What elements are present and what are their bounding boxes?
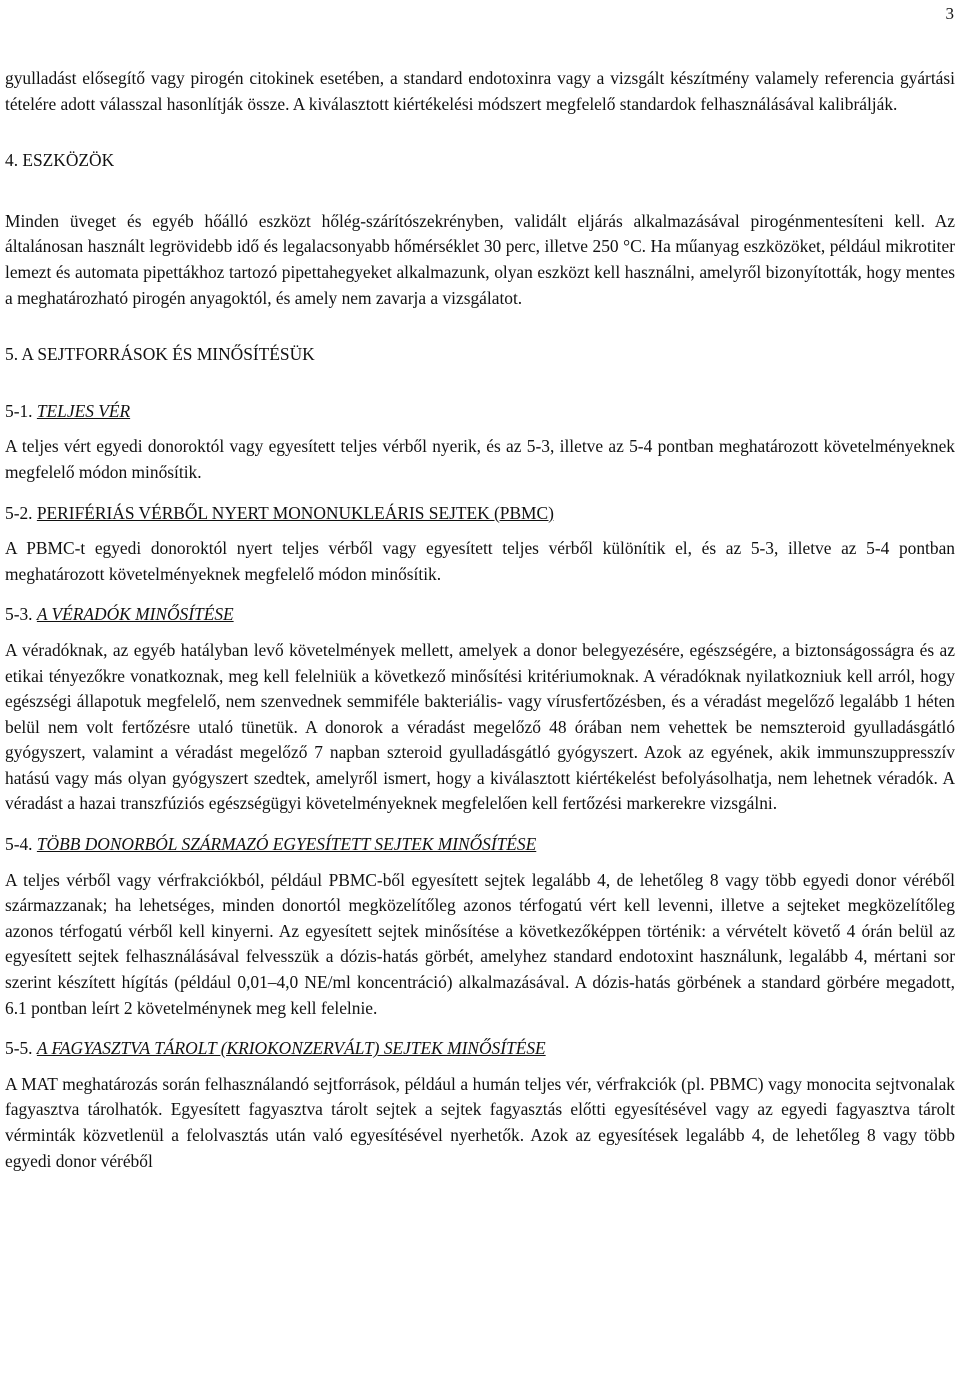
subsection-5-1-paragraph: A teljes vért egyedi donoroktól vagy egyesített teljes vérből nyerik, és az 5-3, illetve az 5-4 pontban meghatározott követelményeknek megfelelő módon minősítik. [5,436,955,482]
section-4-heading: 4. ESZKÖZÖK [5,150,115,171]
document-body [5,66,955,1189]
subsection-5-3-heading [5,602,955,628]
subsection-title: A FAGYASZTVA TÁROLT (KRIOKONZERVÁLT) SEJTEK MINŐSÍTÉSE [36,1038,546,1059]
subsection-5-3-paragraph: A véradóknak, az egyéb hatályban levő követelmények mellett, amelyek a donor belegyezésére, egészségére, a biztonságosságra és az etikai tényezőkre vonatkoznak, meg kell felelniük a következő minősítési kritériumoknak. A véradóknak nyilatkozniuk kell arról, hogy egészségi állapotuk megfelelő, nem szenvednek semmiféle bakteriális- vagy vírusfertőzésben, és a véradást megelőző legalább 1 héten belül nem volt fertőzésre utaló tünetük. A donorok a véradást megelőző 48 órában nem vehettek be nemszteroid gyulladásgátló gyógyszert, valamint a véradást megelőző 7 napban szteroid gyulladásgátló gyógyszert. Azok az egyének, akik immunszuppresszív hatású vagy más olyan gyógyszert szedtek, amelyről ismert, hogy a kiválasztott kiértékelést befolyásolhatja, nem lehetnek véradók. A véradást a hazai transzfúziós egészségügyi követelményeknek megfelelően kell fertőzési markerekre vizsgálni. [5,639,955,814]
section-5-heading: 5. A SEJTFORRÁSOK ÉS MINŐSÍTÉSÜK [5,344,315,365]
subsection-number: 5-2. [5,502,33,523]
subsection-5-4-paragraph: A teljes vérből vagy vérfrakciókból, például PBMC-ből egyesített sejtek legalább 4, de lehetőleg 8 vagy több egyedi donor véréből származzanak; ha lehetséges, minden donortól megközelítőleg azonos térfogatú vért kell levenni, illetve a sejteket megközelítőleg azonos térfogatú vérből kell kinyerni. Az egyesített sejtek minősítése a következőképpen történik: a vérvételt követő 4 órán belül az egyesített sejtek felhasználásával felvesszük a dózis-hatás görbét, amelyhez standard endotoxint használunk, legalább 4, mértani sor szerint készített hígítás (például 0,01–4,0 NE/ml koncentráció) alkalmazásával. A dózis-hatás görbének a standard görbére megadott, 6.1 pontban leírt 2 követelménynek meg kell felelnie. [5,869,955,1018]
subsection-title: TELJES VÉR [36,400,131,421]
subsection-5-4-heading [5,832,955,858]
section-4-paragraph: Minden üveget és egyéb hőálló eszközt hőlég-szárítószekrényben, validált eljárás alkalmazásával pirogénmentesíteni kell. Az általánosan használt legrövidebb idő és legalacsonyabb hőmérséklet 30 perc, illetve 250 °C. Ha műanyag eszközöket, például mikrotiter lemezt és automata pipettákhoz tartozó pipettahegyeket alkalmazunk, olyan eszközt kell használni, amelyről bizonyították, hogy mentes a meghatározható pirogén anyagoktól, és amely nem zavarja a vizsgálatot. [5,210,955,308]
subsection-5-1-heading [5,399,955,425]
subsection-5-2-paragraph: A PBMC-t egyedi donoroktól nyert teljes vérből vagy egyesített teljes vérből különítik el, és az 5-3, illetve az 5-4 pontban meghatározott követelményeknek megfelelő módon minősítik. [5,538,955,584]
subsection-5-2-heading [5,501,955,527]
subsection-title: TÖBB DONORBÓL SZÁRMAZÓ EGYESÍTETT SEJTEK MINŐSÍTÉSE [36,834,537,855]
subsection-title: A VÉRADÓK MINŐSÍTÉSE [36,604,234,625]
subsection-5-5-paragraph: A MAT meghatározás során felhasználandó sejtforrások, például a humán teljes vér, vérfrakciók (pl. PBMC) vagy monocita sejtvonalak fagyasztva tárolhatók. Egyesített fagyasztva tárolt sejtek a sejtek fagyasztás előtti egyesítésével vagy az egyedi fagyasztva tárolt vérminták közvetlenül a felolvasztás után való egyesítésével nyerhetők. Azok az egyesítések legalább 4, de lehetőleg 8 vagy több egyedi donor véréből [5,1073,955,1171]
subsection-number: 5-4. [5,834,33,855]
subsection-number: 5-3. [5,604,33,625]
subsection-title: PERIFÉRIÁS VÉRBŐL NYERT MONONUKLEÁRIS SEJTEK (PBMC) [36,502,554,523]
page-number: 3 [945,4,954,23]
subsection-5-5-heading [5,1036,955,1062]
subsection-number: 5-1. [5,400,33,421]
subsection-number: 5-5. [5,1038,33,1059]
intro-paragraph: gyulladást elősegítő vagy pirogén citokinek esetében, a standard endotoxinra vagy a vizsgált készítmény valamely referencia gyártási tételére adott válasszal hasonlítják össze. A kiválasztott kiértékelési módszert megfelelő standardok felhasználásával kalibrálják. [5,68,955,114]
